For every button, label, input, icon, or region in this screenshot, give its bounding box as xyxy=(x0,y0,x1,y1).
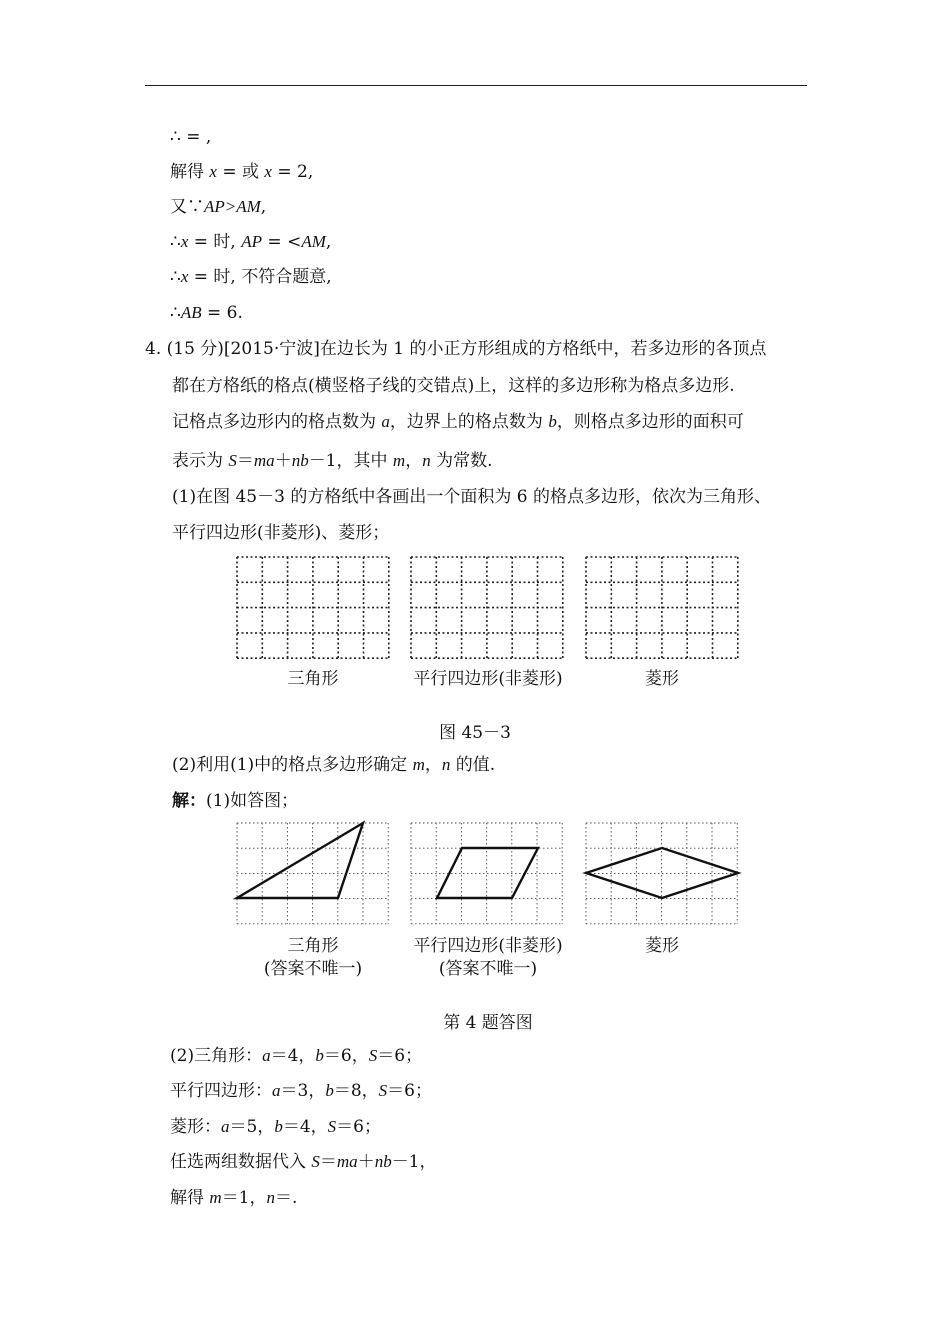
empty-grid-rhombus xyxy=(586,557,738,658)
part-1-line-1: (1)在图 45－3 的方格纸中各画出一个面积为 6 的格点多边形，依次为三角形、 xyxy=(172,487,771,507)
solution-substitution: 任选两组数据代入 S＝ma＋nb－1， xyxy=(170,1152,437,1172)
grid-label-rhombus: 菱形 xyxy=(645,669,679,689)
derivation-line-4: ∴x = 时, AP = <AM, xyxy=(170,232,332,252)
answer-note-parallelogram: (答案不唯一) xyxy=(438,959,538,979)
solution-result: 解得 m＝1，n＝. xyxy=(170,1188,298,1208)
solution-parallelogram-values: 平行四边形：a＝3，b＝8，S＝6； xyxy=(170,1081,432,1101)
answer-label-rhombus: 菱形 xyxy=(645,936,679,956)
part-2-question: (2)利用(1)中的格点多边形确定 m，n 的值. xyxy=(172,755,496,775)
problem-4-line-3: 记格点多边形内的格点数为 a，边界上的格点数为 b，则格点多边形的面积可 xyxy=(172,412,744,432)
derivation-line-3: 又∵AP>AM, xyxy=(170,197,267,217)
answer-label-triangle: 三角形 xyxy=(287,936,339,956)
answer-label-parallelogram: 平行四边形(非菱形) xyxy=(413,936,563,956)
empty-grid-triangle xyxy=(237,557,389,658)
derivation-line-1: ∴ = , xyxy=(170,127,212,147)
solution-line-1: 解：(1)如答图； xyxy=(172,791,299,811)
derivation-line-6: ∴AB = 6. xyxy=(170,303,243,323)
empty-grid-parallelogram xyxy=(411,557,563,658)
answer-figure-caption: 第 4 题答图 xyxy=(443,1013,533,1033)
solution-triangle-values: (2)三角形：a＝4，b＝6，S＝6； xyxy=(170,1046,423,1066)
answer-grid-triangle xyxy=(237,823,388,924)
derivation-line-2: 解得 x = 或 x = 2, xyxy=(170,162,314,182)
solution-rhombus-values: 菱形：a＝5，b＝4，S＝6； xyxy=(170,1117,381,1137)
derivation-line-5: ∴x = 时, 不符合题意, xyxy=(170,267,332,287)
grid-label-parallelogram: 平行四边形(非菱形) xyxy=(413,669,563,689)
problem-4-line-4: 表示为 S＝ma＋nb－1，其中 m，n 为常数. xyxy=(172,451,493,471)
answer-triangle xyxy=(237,823,363,898)
problem-4-line-2: 都在方格纸的格点(横竖格子线的交错点)上，这样的多边形称为格点多边形. xyxy=(172,376,735,396)
grid-label-triangle: 三角形 xyxy=(287,669,339,689)
answer-note-triangle: (答案不唯一) xyxy=(263,959,363,979)
answer-grid-parallelogram xyxy=(411,823,562,924)
problem-4-line-1: 4. (15 分)[2015·宁波]在边长为 1 的小正方形组成的方格纸中，若多边形的各顶点 xyxy=(145,339,767,359)
figure-caption: 图 45－3 xyxy=(439,723,511,743)
answer-grid-rhombus xyxy=(586,823,737,924)
part-1-line-2: 平行四边形(非菱形)、菱形； xyxy=(172,523,390,543)
